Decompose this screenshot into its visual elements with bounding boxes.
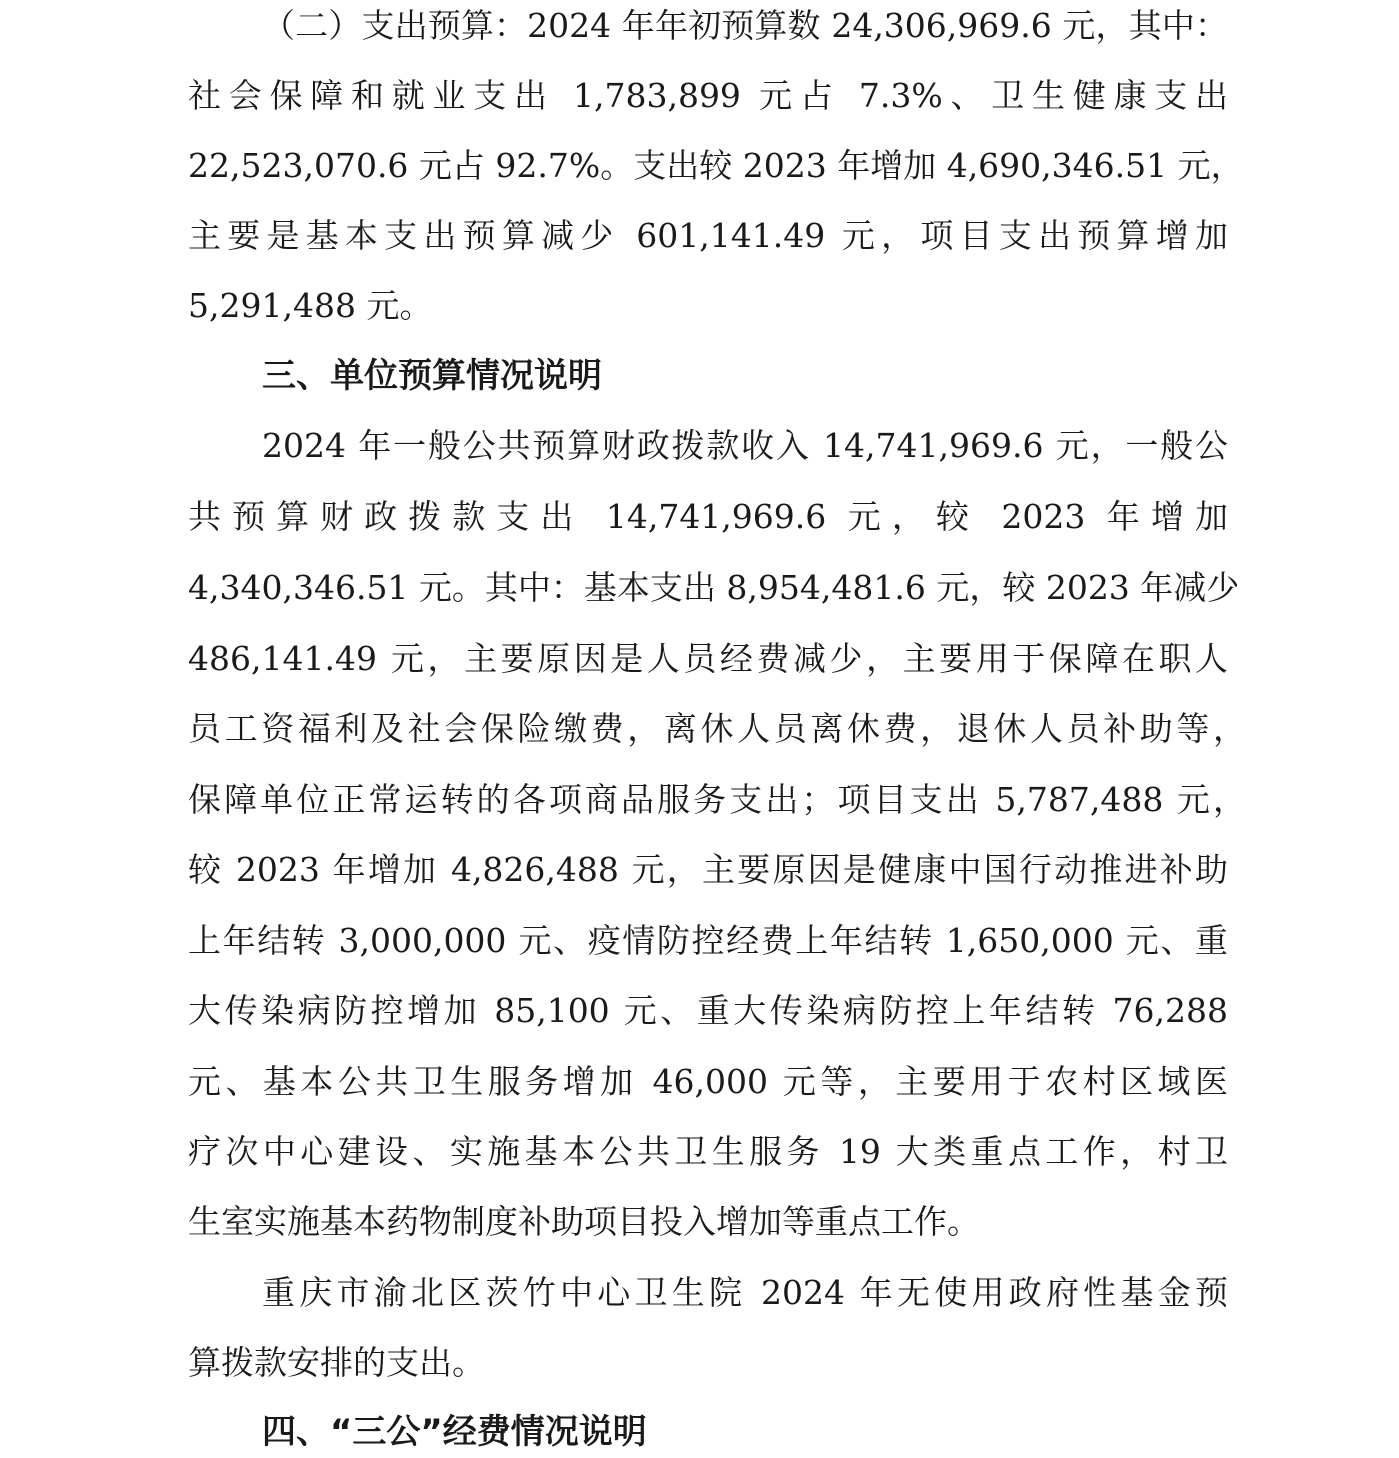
paragraph-line: 4,340,346.51 元。其中：基本支出 8,954,481.6 元，较 2023 年减少 (188, 568, 1240, 607)
paragraph-line: 较 2023 年增加 4,826,488 元，主要原因是健康中国行动推进补助 (188, 850, 1228, 889)
paragraph-line: 主要是基本支出预算减少 601,141.49 元，项目支出预算增加 (188, 216, 1228, 255)
paragraph-line: 2024 年一般公共预算财政拨款收入 14,741,969.6 元，一般公 (262, 426, 1228, 465)
paragraph-line: 上年结转 3,000,000 元、疫情防控经费上年结转 1,650,000 元、重 (188, 921, 1228, 960)
paragraph-line: 社会保障和就业支出 1,783,899 元占 7.3%、卫生健康支出 (188, 76, 1228, 115)
paragraph-line: 5,291,488 元。 (188, 286, 433, 325)
paragraph-line: 保障单位正常运转的各项商品服务支出；项目支出 5,787,488 元， (188, 780, 1246, 819)
paragraph-line: 元、基本公共卫生服务增加 46,000 元等，主要用于农村区域医 (188, 1062, 1228, 1101)
section-heading: 三、单位预算情况说明 (262, 356, 602, 396)
paragraph-line: （二）支出预算：2024 年年初预算数 24,306,969.6 元，其中： (262, 6, 1228, 45)
section-heading: 四、“三公”经费情况说明 (262, 1412, 647, 1452)
paragraph-line: 员工资福利及社会保险缴费，离休人员离休费，退休人员补助等， (188, 709, 1246, 748)
paragraph-line: 生室实施基本药物制度补助项目投入增加等重点工作。 (188, 1202, 980, 1241)
paragraph-line: 疗次中心建设、实施基本公共卫生服务 19 大类重点工作，村卫 (188, 1132, 1228, 1171)
paragraph-line: 大传染病防控增加 85,100 元、重大传染病防控上年结转 76,288 (188, 991, 1228, 1030)
paragraph-line: 22,523,070.6 元占 92.7%。支出较 2023 年增加 4,690,346.51 元， (188, 146, 1244, 185)
paragraph-line: 486,141.49 元，主要原因是人员经费减少，主要用于保障在职人 (188, 639, 1228, 678)
paragraph-line: 共预算财政拨款支出 14,741,969.6 元，较 2023 年增加 (188, 497, 1228, 536)
paragraph-line: 重庆市渝北区茨竹中心卫生院 2024 年无使用政府性基金预 (262, 1273, 1228, 1312)
paragraph-line: 算拨款安排的支出。 (188, 1343, 485, 1382)
